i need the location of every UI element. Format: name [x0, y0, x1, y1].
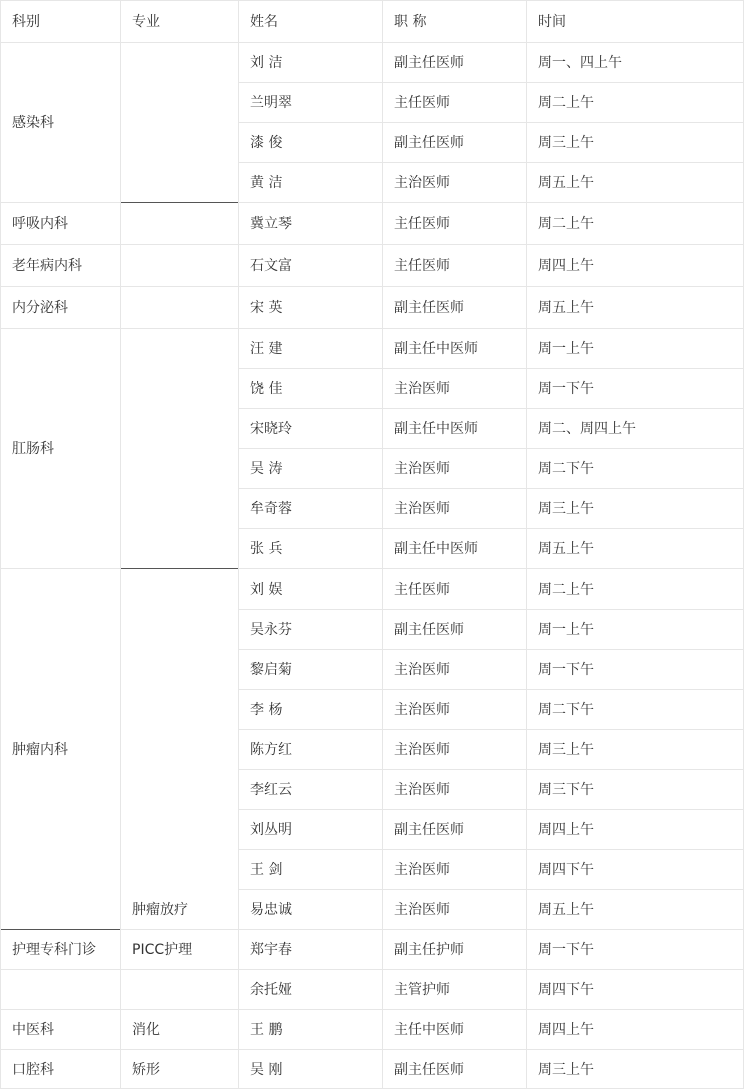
cell-time: 周一下午	[538, 942, 594, 958]
cell-title: 主治医师	[394, 501, 450, 517]
row-divider	[382, 929, 526, 930]
cell-name: 郑宇春	[250, 942, 292, 958]
cell-department: 老年病内科	[12, 258, 82, 274]
row-divider	[382, 889, 526, 890]
row-divider	[238, 202, 382, 203]
row-divider	[526, 368, 744, 369]
cell-time: 周四上午	[538, 1022, 594, 1038]
row-divider	[238, 328, 382, 329]
cell-time: 周二下午	[538, 702, 594, 718]
cell-title: 主治医师	[394, 702, 450, 718]
row-divider	[526, 528, 744, 529]
row-divider	[120, 42, 238, 43]
cell-specialty: 肿瘤放疗	[132, 902, 188, 918]
cell-time: 周三上午	[538, 501, 594, 517]
row-divider	[238, 528, 382, 529]
cell-time: 周一下午	[538, 381, 594, 397]
cell-title: 副主任护师	[394, 942, 464, 958]
row-divider	[526, 244, 744, 245]
row-divider	[526, 689, 744, 690]
column-divider	[120, 0, 121, 1089]
row-divider	[0, 328, 120, 329]
row-divider	[382, 1009, 526, 1010]
cell-specialty: PICC护理	[132, 942, 193, 958]
cell-title: 主任医师	[394, 95, 450, 111]
cell-department: 护理专科门诊	[12, 942, 96, 958]
cell-title: 副主任医师	[394, 135, 464, 151]
cell-title: 主任医师	[394, 581, 450, 598]
row-divider	[238, 929, 382, 930]
cell-time: 周三上午	[538, 135, 594, 151]
cell-title: 主管护师	[394, 982, 450, 998]
cell-department: 口腔科	[12, 1062, 54, 1078]
row-divider	[238, 122, 382, 123]
cell-time: 周四上午	[538, 822, 594, 838]
row-divider	[238, 244, 382, 245]
row-divider	[382, 849, 526, 850]
row-divider	[120, 0, 238, 1]
cell-title: 副主任医师	[394, 55, 464, 71]
column-divider	[238, 0, 239, 1089]
row-divider	[238, 689, 382, 690]
row-divider	[526, 42, 744, 43]
cell-title: 副主任医师	[394, 822, 464, 838]
cell-time: 周一、四上午	[538, 55, 622, 71]
cell-title: 主治医师	[394, 662, 450, 678]
row-divider	[0, 286, 120, 287]
row-divider	[120, 286, 238, 287]
row-divider	[0, 568, 120, 569]
row-divider	[120, 969, 238, 970]
cell-name: 饶 佳	[250, 381, 283, 397]
cell-name: 易忠诚	[250, 902, 292, 918]
row-divider	[526, 286, 744, 287]
row-divider	[238, 448, 382, 449]
cell-time: 周三上午	[538, 742, 594, 758]
cell-title: 副主任中医师	[394, 541, 478, 557]
row-divider	[238, 1049, 382, 1050]
header-title: 职 称	[394, 14, 427, 30]
row-divider	[526, 162, 744, 163]
cell-time: 周四上午	[538, 258, 594, 274]
row-divider	[526, 202, 744, 203]
cell-department: 内分泌科	[12, 300, 68, 316]
cell-time: 周一上午	[538, 622, 594, 638]
row-divider	[238, 609, 382, 610]
cell-title: 主治医师	[394, 902, 450, 918]
row-divider	[526, 448, 744, 449]
cell-title: 副主任医师	[394, 1062, 464, 1078]
cell-name: 李 杨	[250, 702, 283, 718]
cell-name: 漆 俊	[250, 135, 283, 151]
cell-department-group: 肿瘤内科	[12, 741, 68, 758]
row-divider	[238, 568, 382, 569]
row-divider	[238, 889, 382, 890]
row-divider	[526, 969, 744, 970]
cell-time: 周二、周四上午	[538, 421, 636, 437]
row-divider	[382, 368, 526, 369]
row-divider	[526, 568, 744, 569]
row-divider	[0, 1049, 120, 1050]
row-divider	[382, 82, 526, 83]
row-divider	[238, 769, 382, 770]
cell-title: 副主任中医师	[394, 421, 478, 437]
row-divider	[0, 0, 120, 1]
row-divider	[382, 649, 526, 650]
cell-department: 呼吸内科	[12, 216, 68, 232]
cell-name: 黎启菊	[250, 662, 292, 678]
cell-time: 周四下午	[538, 862, 594, 878]
cell-time: 周三上午	[538, 1062, 594, 1078]
row-divider	[0, 244, 120, 245]
row-divider	[382, 969, 526, 970]
row-divider-dark	[120, 202, 238, 203]
row-divider	[382, 809, 526, 810]
row-divider	[238, 82, 382, 83]
cell-name: 张 兵	[250, 541, 283, 557]
cell-title: 主治医师	[394, 742, 450, 758]
row-divider	[382, 769, 526, 770]
row-divider	[0, 1009, 120, 1010]
row-divider	[382, 1049, 526, 1050]
row-divider	[526, 849, 744, 850]
row-divider	[238, 729, 382, 730]
cell-title: 主治医师	[394, 782, 450, 798]
cell-time: 周一上午	[538, 341, 594, 357]
row-divider	[382, 202, 526, 203]
cell-title: 副主任医师	[394, 300, 464, 316]
cell-title: 主任医师	[394, 258, 450, 274]
row-divider	[0, 969, 120, 970]
row-divider	[526, 328, 744, 329]
cell-name: 冀立琴	[250, 216, 292, 232]
row-divider	[382, 528, 526, 529]
header-department: 科别	[12, 14, 40, 30]
cell-name: 刘 娱	[250, 581, 283, 598]
row-divider	[526, 809, 744, 810]
cell-title: 主治医师	[394, 862, 450, 878]
row-divider	[382, 689, 526, 690]
cell-time: 周三下午	[538, 782, 594, 798]
row-divider	[238, 286, 382, 287]
row-divider	[238, 809, 382, 810]
cell-name: 兰明翠	[250, 95, 292, 111]
row-divider	[382, 568, 526, 569]
cell-name: 黄 洁	[250, 175, 283, 191]
cell-title: 主治医师	[394, 381, 450, 397]
cell-time: 周五上午	[538, 300, 594, 316]
header-name: 姓名	[250, 14, 278, 30]
cell-title: 主任中医师	[394, 1022, 464, 1038]
cell-name: 刘丛明	[250, 822, 292, 838]
row-divider	[526, 1049, 744, 1050]
row-divider	[238, 488, 382, 489]
cell-name: 牟奇蓉	[250, 501, 292, 517]
row-divider	[238, 969, 382, 970]
cell-title: 副主任中医师	[394, 341, 478, 357]
cell-name: 石文富	[250, 258, 292, 274]
cell-time: 周五上午	[538, 541, 594, 557]
row-divider	[526, 82, 744, 83]
row-divider	[238, 42, 382, 43]
row-divider	[238, 162, 382, 163]
row-divider	[526, 889, 744, 890]
row-divider	[526, 769, 744, 770]
column-divider	[526, 0, 527, 1089]
cell-time: 周二上午	[538, 216, 594, 232]
cell-name: 宋 英	[250, 300, 283, 316]
header-time: 时间	[538, 14, 566, 30]
row-divider	[0, 42, 120, 43]
cell-time: 周五上午	[538, 175, 594, 191]
row-divider	[526, 0, 744, 1]
row-divider	[526, 488, 744, 489]
row-divider	[238, 649, 382, 650]
row-divider	[382, 42, 526, 43]
row-divider	[382, 488, 526, 489]
row-divider	[382, 448, 526, 449]
cell-name: 王 剑	[250, 862, 283, 878]
row-divider	[526, 649, 744, 650]
row-divider	[382, 0, 526, 1]
cell-department-group: 感染科	[12, 115, 54, 131]
row-divider	[120, 929, 238, 930]
row-divider	[238, 1009, 382, 1010]
row-divider	[382, 609, 526, 610]
row-divider	[238, 849, 382, 850]
column-divider	[0, 0, 1, 1089]
cell-time: 周一下午	[538, 662, 594, 678]
row-divider	[526, 929, 744, 930]
cell-name: 吴 刚	[250, 1062, 283, 1078]
cell-time: 周二上午	[538, 581, 594, 598]
row-divider	[526, 729, 744, 730]
cell-name: 陈方红	[250, 742, 292, 758]
row-divider	[526, 122, 744, 123]
cell-title: 副主任医师	[394, 622, 464, 638]
row-divider	[238, 408, 382, 409]
cell-title: 主任医师	[394, 216, 450, 232]
row-divider	[382, 408, 526, 409]
cell-time: 周二下午	[538, 461, 594, 477]
row-divider	[120, 1049, 238, 1050]
cell-name: 宋晓玲	[250, 421, 292, 437]
row-divider	[238, 368, 382, 369]
row-divider	[120, 244, 238, 245]
cell-title: 主治医师	[394, 175, 450, 191]
row-divider	[382, 244, 526, 245]
row-divider	[382, 286, 526, 287]
row-divider-dark	[120, 568, 238, 569]
row-divider	[382, 328, 526, 329]
cell-time: 周五上午	[538, 902, 594, 918]
cell-name: 吴永芬	[250, 622, 292, 638]
cell-title: 主治医师	[394, 461, 450, 477]
cell-specialty: 消化	[132, 1022, 160, 1038]
column-divider	[382, 0, 383, 1089]
cell-specialty: 矫形	[132, 1062, 160, 1078]
row-divider	[0, 202, 120, 203]
cell-name: 刘 洁	[250, 55, 283, 71]
row-divider	[120, 328, 238, 329]
header-specialty: 专业	[132, 14, 160, 30]
row-divider	[238, 0, 382, 1]
cell-department: 中医科	[12, 1022, 54, 1038]
row-divider	[382, 122, 526, 123]
row-divider	[120, 1009, 238, 1010]
cell-time: 周四下午	[538, 982, 594, 998]
row-divider	[382, 162, 526, 163]
cell-name: 余托娅	[250, 982, 292, 998]
row-divider	[382, 729, 526, 730]
row-divider	[526, 1009, 744, 1010]
row-divider	[526, 408, 744, 409]
cell-name: 汪 建	[250, 341, 283, 357]
cell-time: 周二上午	[538, 95, 594, 111]
row-divider	[526, 609, 744, 610]
cell-name: 王 鹏	[250, 1022, 283, 1038]
cell-name: 李红云	[250, 782, 292, 798]
cell-name: 吴 涛	[250, 461, 283, 477]
cell-department-group: 肛肠科	[12, 441, 54, 457]
row-divider-dark	[0, 929, 120, 930]
